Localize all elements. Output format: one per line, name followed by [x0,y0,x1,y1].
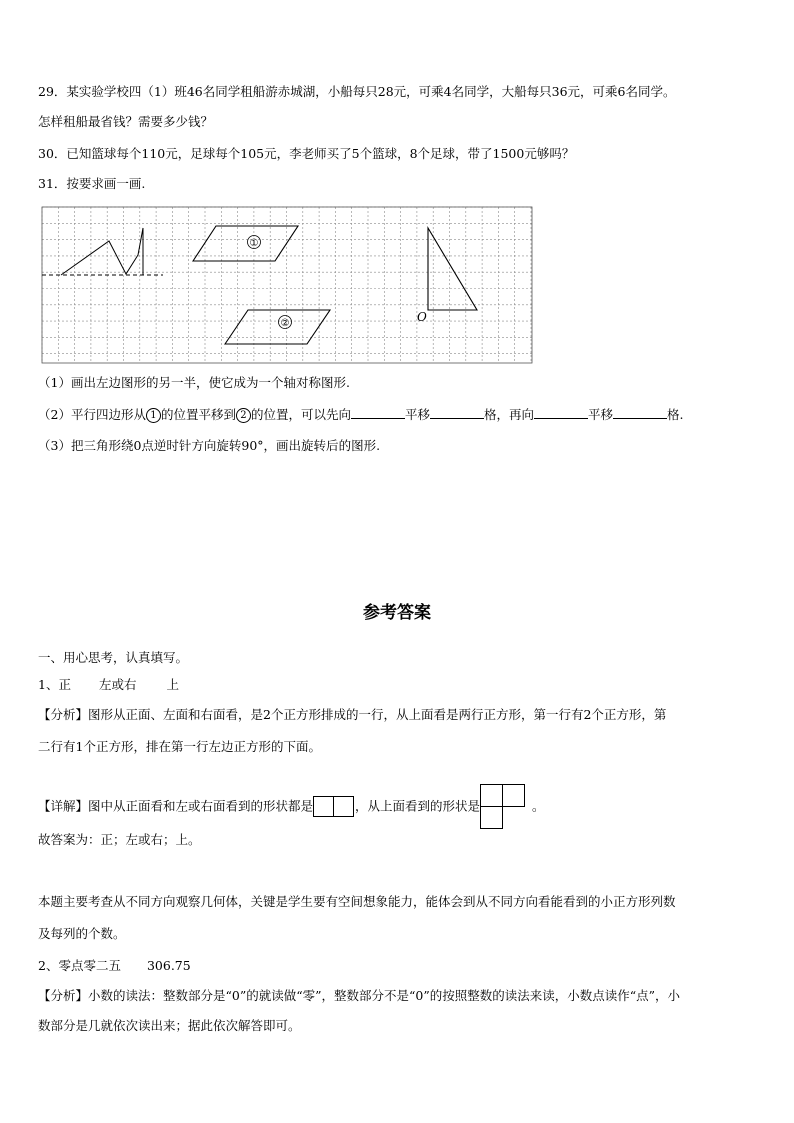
sub2-part-c: 的位置，可以先向 [250,407,351,422]
label-2: ② [280,318,290,329]
triangle [428,228,477,310]
q29-line1: 29．某实验学校四（1）班46名同学租船游赤城湖，小船每只28元，可乘4名同学，大船每只36元，可乘6名同学。 [38,84,676,99]
q31-title: 31．按要求画一画. [38,176,146,191]
analysis2-line1: 【分析】小数的读法：整数部分是“0”的就读做“零”，整数部分不是“0”的按照整数的读法来读，小数点读作“点”，小 [38,988,681,1003]
q31-sub1: （1）画出左边图形的另一半，使它成为一个轴对称图形. [38,375,350,390]
q31-sub2 [38,406,684,423]
detail1-line [38,784,545,830]
answer1-summary: 故答案为：正；左或右；上。 [38,832,201,847]
blank-direction-1[interactable] [351,406,405,419]
answer-1-line [38,677,179,693]
blank-steps-1[interactable] [430,406,484,419]
label-1: ① [249,238,259,249]
sub2-part-d: 平移 [405,407,431,422]
q31-sub3: （3）把三角形绕0点逆时针方向旋转90°，画出旋转后的图形. [38,438,381,453]
circle-1: 1 [146,408,161,423]
front-view-figure [313,796,355,818]
detail1-part-c: 。 [532,798,545,814]
detail1-part-b: ，从上面看到的形状是 [355,798,481,814]
sub2-part-e: 格，再向 [484,407,535,422]
analysis1-line1: 【分析】图形从正面、左面和右面看，是2个正方形排成的一行，从上面看是两行正方形，第一行有2个正方形，第 [38,707,667,722]
answer-2-v2: 306.75 [146,958,191,973]
grid-border [42,207,532,363]
answer-1-v2: 左或右 [98,677,137,692]
circle-2: 2 [236,408,251,423]
answer-1-v3: 上 [166,677,179,692]
answer-2-line [38,958,191,974]
answers-title: 参考答案 [363,603,431,623]
half-shape [61,228,143,275]
q31-grid-figure [41,206,533,364]
q29-line2: 怎样租船最省钱？需要多少钱？ [38,114,214,129]
point-o-label: O [417,310,427,324]
parallelogram-2 [225,310,330,344]
sub2-part-g: 格. [667,407,684,422]
sub2-part-b: 的位置平移到 [160,407,236,422]
detail1-part-a: 【详解】图中从正面看和左或右面看到的形状都是 [38,798,314,814]
analysis1-line2: 二行有1个正方形，排在第一行左边正方形的下面。 [38,739,321,754]
answer-2-num: 2、零点零二五 [38,958,121,973]
blank-direction-2[interactable] [534,406,588,419]
analysis2-line2: 数部分是几就依次读出来；据此依次解答即可。 [38,1018,301,1033]
answer-1-num: 1、正 [38,677,71,692]
summary1-line1: 本题主要考查从不同方向观察几何体，关键是学生要有空间想象能力，能体会到从不同方向看能看到的小正方形列数 [38,894,676,909]
q30-text: 30．已知篮球每个110元，足球每个105元，李老师买了5个篮球，8个足球，带了1500元够吗？ [38,146,575,161]
sub2-part-a: （2）平行四边形从 [38,407,146,422]
blank-steps-2[interactable] [613,406,667,419]
top-view-figure [480,784,526,830]
section1-heading: 一、用心思考，认真填写。 [38,650,189,665]
summary1-line2: 及每列的个数。 [38,926,126,941]
sub2-part-f: 平移 [588,407,614,422]
